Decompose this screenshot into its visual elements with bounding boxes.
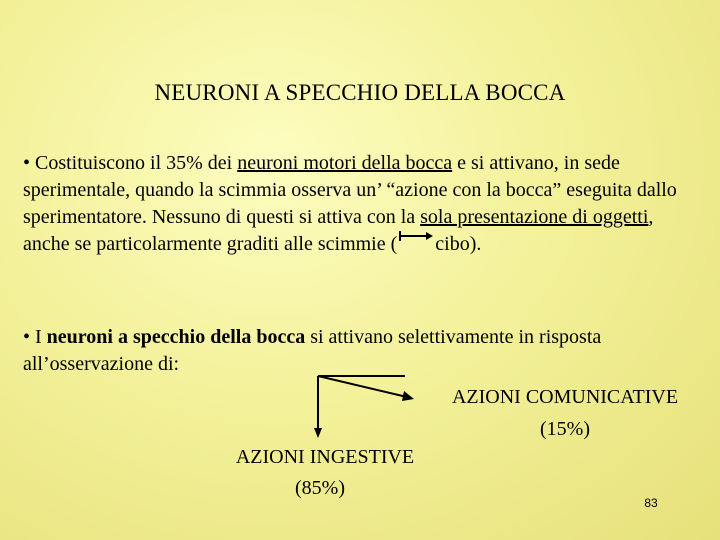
p2-text-1: • I	[23, 326, 47, 348]
p1-text-4: cibo).	[435, 233, 482, 255]
p1-underlined-motor-neurons: neuroni motori della bocca	[237, 152, 453, 174]
p2-text-2: si attivano selettivamente in risposta all’osservazione di:	[23, 326, 602, 375]
ingestive-actions-label: AZIONI INGESTIVE	[235, 446, 415, 468]
arrow-to-ingestive-head	[314, 428, 322, 438]
page-number: 83	[644, 496, 658, 510]
ingestive-actions-percent: (85%)	[295, 477, 345, 499]
p1-text-1: • Costituiscono il 35% dei	[23, 152, 238, 174]
slide-title: NEURONI A SPECCHIO DELLA BOCCA	[154, 80, 566, 105]
arrow-to-communicative-line	[318, 376, 407, 397]
p1-text-3: , anche se particolarmente graditi alle scimmie (	[23, 206, 654, 255]
p1-text-2: e si attivano, in sede sperimentale, quando la scimmia osserva un’ “azione con la bocca” eseguita dallo sperimentatore. Nessuno di questi si attiva con la	[23, 152, 677, 228]
communicative-actions-percent: (15%)	[540, 418, 590, 440]
p2-bold-mirror-neurons: neuroni a specchio della bocca	[46, 326, 306, 348]
p1-underlined-objects: sola presentazione di oggetti	[420, 206, 649, 228]
communicative-actions-label: AZIONI COMUNICATIVE	[451, 386, 679, 408]
arrow-to-communicative-head	[402, 391, 414, 401]
